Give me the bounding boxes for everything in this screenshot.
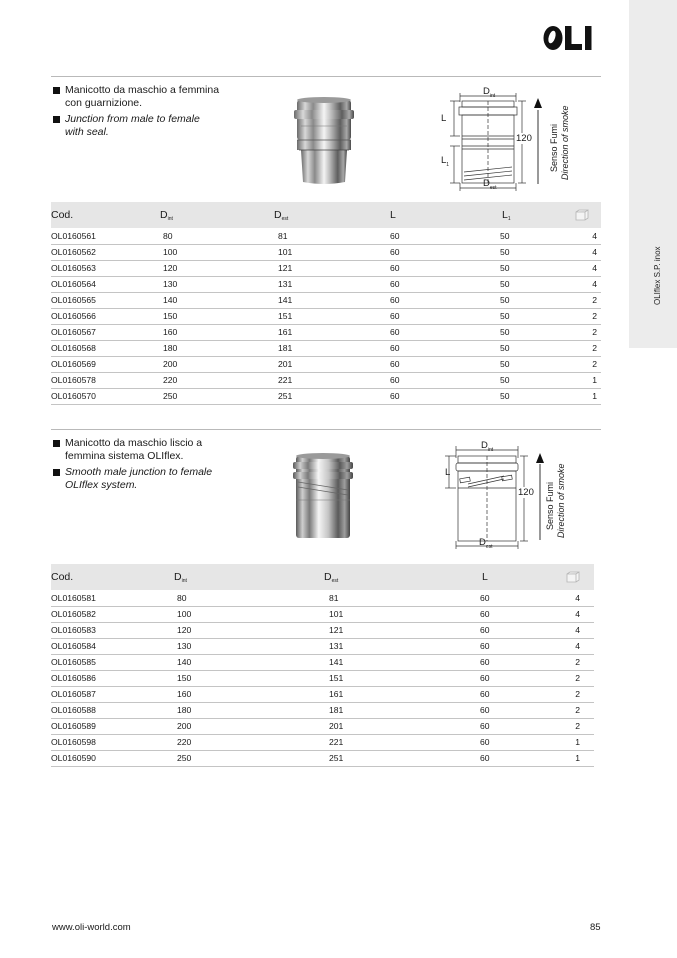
table-row [51, 606, 594, 622]
header-text: Cod. [51, 209, 74, 221]
cell-dest: 221 [270, 372, 386, 388]
table-row [51, 260, 601, 276]
cell-dest: 121 [321, 622, 478, 638]
cell-dint: 150 [171, 670, 321, 686]
cell-l: 60 [386, 260, 498, 276]
section-1-description [53, 84, 253, 139]
header-dest [270, 202, 386, 228]
cell-dest: 181 [270, 340, 386, 356]
cell-l: 60 [386, 292, 498, 308]
cell-qty: 2 [566, 670, 594, 686]
header-dint [171, 564, 321, 590]
table-row [51, 590, 594, 606]
header-text: Cod. [51, 571, 74, 583]
dim-dest-label: D [483, 178, 490, 189]
dim-sub: int [489, 92, 496, 99]
cell-l: 60 [478, 686, 566, 702]
cell-dint: 150 [157, 308, 270, 324]
section-2-description [53, 437, 253, 492]
cell-code: OL0160569 [51, 356, 157, 372]
cell-qty: 4 [566, 638, 594, 654]
dim-dest-label: D [479, 537, 486, 548]
product-photo-male-female-junction [293, 96, 355, 186]
flow-direction-en: Direction of smoke [556, 463, 566, 538]
cell-dint: 200 [157, 356, 270, 372]
cell-l: 60 [386, 228, 498, 244]
cell-dint: 200 [171, 718, 321, 734]
cell-l: 60 [478, 606, 566, 622]
cell-l1: 50 [498, 260, 575, 276]
cell-l1: 50 [498, 308, 575, 324]
cell-l: 60 [386, 276, 498, 292]
cell-code: OL0160598 [51, 734, 171, 750]
bullet-icon [53, 87, 60, 94]
cell-qty: 1 [566, 750, 594, 766]
cell-l1: 50 [498, 324, 575, 340]
dim-dint-label: D [481, 440, 488, 451]
side-tab-label: OLIflex S.P. inox [653, 246, 662, 305]
footer-website-link[interactable]: www.oli-world.com [52, 922, 131, 933]
cell-code: OL0160589 [51, 718, 171, 734]
cell-dest: 251 [321, 750, 478, 766]
description-en-line: with seal. [65, 126, 109, 138]
header-sub: est [281, 215, 289, 222]
table-row [51, 670, 594, 686]
dim-dint-label: D [483, 86, 490, 97]
cell-l1: 50 [498, 228, 575, 244]
cell-qty: 2 [575, 308, 601, 324]
description-en-line: Junction from male to female [65, 113, 200, 125]
cell-qty: 2 [566, 686, 594, 702]
cell-code: OL0160582 [51, 606, 171, 622]
table-row [51, 718, 594, 734]
cell-l1: 50 [498, 244, 575, 260]
dim-sub: int [487, 446, 494, 453]
cell-qty: 2 [575, 356, 601, 372]
cell-code: OL0160584 [51, 638, 171, 654]
header-l1 [498, 202, 575, 228]
cell-dint: 80 [171, 590, 321, 606]
cell-dest: 161 [270, 324, 386, 340]
header-sub: int [181, 577, 187, 584]
table-row [51, 638, 594, 654]
cell-l: 60 [386, 388, 498, 404]
cell-dest: 201 [321, 718, 478, 734]
cell-qty: 2 [575, 340, 601, 356]
cell-code: OL0160585 [51, 654, 171, 670]
cell-code: OL0160583 [51, 622, 171, 638]
section-1-divider [51, 76, 601, 77]
cell-l: 60 [478, 718, 566, 734]
cell-qty: 1 [575, 388, 601, 404]
table-row [51, 308, 601, 324]
spec-table-1 [51, 202, 601, 405]
header-text: L [482, 571, 488, 583]
cell-l: 60 [478, 734, 566, 750]
table-row [51, 622, 594, 638]
description-it-line: con guarnizione. [65, 97, 143, 109]
header-text: L [502, 208, 508, 221]
cell-dint: 220 [157, 372, 270, 388]
package-box-icon [566, 571, 580, 583]
cell-qty: 4 [575, 228, 601, 244]
header-dest [321, 564, 478, 590]
description-en-line: OLIflex system. [65, 479, 138, 491]
cell-dint: 160 [171, 686, 321, 702]
flow-direction-en: Direction of smoke [560, 105, 570, 180]
table-row [51, 356, 601, 372]
cell-dest: 201 [270, 356, 386, 372]
description-it-line: Manicotto da maschio liscio a [65, 437, 203, 449]
cell-dint: 140 [171, 654, 321, 670]
table-header-row [51, 202, 601, 228]
table-row [51, 228, 601, 244]
cell-code: OL0160562 [51, 244, 157, 260]
cell-dest: 161 [321, 686, 478, 702]
cell-code: OL0160566 [51, 308, 157, 324]
description-it-line: femmina sistema OLIflex. [65, 450, 184, 462]
cell-dest: 101 [321, 606, 478, 622]
cell-l: 60 [478, 654, 566, 670]
cell-dint: 180 [171, 702, 321, 718]
cell-dint: 80 [157, 228, 270, 244]
cell-l: 60 [478, 590, 566, 606]
table-header-row [51, 564, 594, 590]
section-2-divider [51, 429, 601, 430]
cell-l1: 50 [498, 292, 575, 308]
table-row [51, 372, 601, 388]
cell-dint: 120 [157, 260, 270, 276]
header-sub: est [331, 577, 339, 584]
header-pack [575, 202, 601, 228]
cell-dint: 180 [157, 340, 270, 356]
bullet-icon [53, 116, 60, 123]
header-pack [566, 564, 594, 590]
cell-code: OL0160564 [51, 276, 157, 292]
cell-l1: 50 [498, 388, 575, 404]
cell-dest: 141 [270, 292, 386, 308]
cell-dint: 160 [157, 324, 270, 340]
header-sub: int [167, 215, 173, 222]
cell-l: 60 [478, 702, 566, 718]
cell-dint: 100 [157, 244, 270, 260]
cell-l: 60 [386, 356, 498, 372]
dim-height-label: 120 [516, 133, 532, 144]
cell-qty: 4 [575, 276, 601, 292]
cell-l: 60 [386, 308, 498, 324]
cell-l1: 50 [498, 340, 575, 356]
cell-l: 60 [386, 372, 498, 388]
dim-sub: 1 [446, 161, 450, 168]
table-row [51, 292, 601, 308]
description-it-line: Manicotto da maschio a femmina [65, 84, 220, 96]
header-text: D [324, 570, 332, 583]
cell-dest: 221 [321, 734, 478, 750]
header-text: D [174, 570, 182, 583]
page-number: 85 [590, 922, 601, 933]
cell-qty: 2 [566, 702, 594, 718]
cell-code: OL0160587 [51, 686, 171, 702]
cell-code: OL0160586 [51, 670, 171, 686]
cell-dint: 250 [157, 388, 270, 404]
cell-dest: 81 [321, 590, 478, 606]
header-l [478, 564, 566, 590]
cell-qty: 2 [566, 654, 594, 670]
cell-dint: 220 [171, 734, 321, 750]
dim-sub: est [489, 184, 497, 191]
cell-dint: 250 [171, 750, 321, 766]
cell-l: 60 [478, 638, 566, 654]
cell-code: OL0160581 [51, 590, 171, 606]
table-row [51, 686, 594, 702]
header-l [386, 202, 498, 228]
cell-qty: 1 [575, 372, 601, 388]
cell-dest: 131 [270, 276, 386, 292]
cell-qty: 1 [566, 734, 594, 750]
cell-qty: 2 [575, 324, 601, 340]
cell-l1: 50 [498, 276, 575, 292]
cell-dest: 251 [270, 388, 386, 404]
cell-l: 60 [478, 750, 566, 766]
cell-l: 60 [386, 244, 498, 260]
cell-l1: 50 [498, 372, 575, 388]
cell-dest: 141 [321, 654, 478, 670]
cell-qty: 4 [575, 244, 601, 260]
technical-drawing-1 [440, 84, 580, 194]
cell-l: 60 [478, 622, 566, 638]
header-cod [51, 564, 171, 590]
cell-dint: 120 [171, 622, 321, 638]
cell-qty: 4 [566, 606, 594, 622]
table-row [51, 388, 601, 404]
header-dint [157, 202, 270, 228]
cell-l: 60 [386, 324, 498, 340]
cell-code: OL0160565 [51, 292, 157, 308]
cell-code: OL0160588 [51, 702, 171, 718]
cell-dest: 131 [321, 638, 478, 654]
cell-qty: 2 [566, 718, 594, 734]
dim-sub: est [485, 543, 493, 550]
cell-dint: 140 [157, 292, 270, 308]
cell-code: OL0160578 [51, 372, 157, 388]
header-text: D [274, 208, 282, 221]
cell-code: OL0160561 [51, 228, 157, 244]
cell-code: OL0160568 [51, 340, 157, 356]
table-row [51, 750, 594, 766]
product-photo-smooth-male-junction [292, 452, 354, 542]
cell-dest: 101 [270, 244, 386, 260]
bullet-icon [53, 469, 60, 476]
cell-dest: 151 [321, 670, 478, 686]
dim-height-label: 120 [518, 487, 534, 498]
cell-code: OL0160567 [51, 324, 157, 340]
cell-qty: 2 [575, 292, 601, 308]
dim-l1-label: L [441, 155, 447, 166]
cell-dint: 130 [157, 276, 270, 292]
table-row [51, 276, 601, 292]
header-text: L [390, 209, 396, 221]
header-sub: 1 [507, 215, 511, 222]
table-row [51, 324, 601, 340]
cell-l: 60 [386, 340, 498, 356]
table-row [51, 702, 594, 718]
cell-code: OL0160570 [51, 388, 157, 404]
table-row [51, 734, 594, 750]
cell-dest: 121 [270, 260, 386, 276]
flow-direction-it: Senso Fumi [549, 123, 559, 172]
cell-dest: 181 [321, 702, 478, 718]
cell-l1: 50 [498, 356, 575, 372]
cell-l: 60 [478, 670, 566, 686]
table-row [51, 654, 594, 670]
cell-qty: 4 [575, 260, 601, 276]
cell-dest: 151 [270, 308, 386, 324]
bullet-icon [53, 440, 60, 447]
package-box-icon [575, 209, 589, 221]
cell-dint: 130 [171, 638, 321, 654]
header-text: D [160, 208, 168, 221]
spec-table-2 [51, 564, 594, 767]
table-row [51, 340, 601, 356]
oli-logo-icon [542, 23, 602, 53]
cell-dint: 100 [171, 606, 321, 622]
dim-l-label: L [441, 113, 447, 124]
cell-dest: 81 [270, 228, 386, 244]
header-cod [51, 202, 157, 228]
table-row [51, 244, 601, 260]
cell-code: OL0160563 [51, 260, 157, 276]
flow-direction-it: Senso Fumi [545, 481, 555, 530]
cell-qty: 4 [566, 590, 594, 606]
cell-qty: 4 [566, 622, 594, 638]
dim-l-label: L [445, 467, 451, 478]
description-en-line: Smooth male junction to female [65, 466, 213, 478]
cell-code: OL0160590 [51, 750, 171, 766]
